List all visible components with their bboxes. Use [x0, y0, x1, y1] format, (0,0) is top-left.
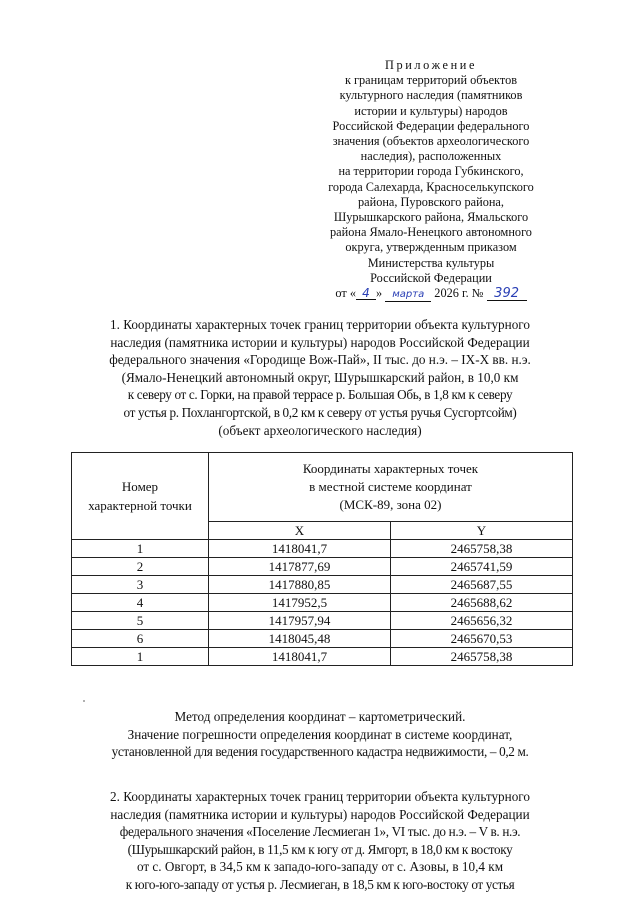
table-row	[72, 612, 573, 630]
appendix-line: значения (объектов археологического	[332, 134, 530, 149]
date-quote: »	[375, 286, 383, 301]
x-value: 1417952,5	[209, 594, 391, 612]
x-value: 1418041,7	[209, 648, 391, 666]
coordinates-table	[71, 452, 573, 666]
appendix-line: Российской Федерации	[370, 270, 492, 285]
point-number: 2	[72, 558, 209, 576]
y-value: 2465670,53	[391, 630, 573, 648]
appendix-block	[300, 58, 562, 302]
appendix-line: культурного наследия (памятников	[339, 88, 523, 103]
x-header: X	[209, 522, 391, 540]
y-value: 2465687,55	[391, 576, 573, 594]
handwritten-month: марта	[385, 289, 431, 302]
point-number: 4	[72, 594, 209, 612]
scan-speck	[83, 700, 85, 702]
x-value: 1418041,7	[209, 540, 391, 558]
heading-line: (объект археологического наследия)	[218, 422, 422, 438]
method-line: Метод определения координат – картометрический.	[174, 709, 466, 724]
y-value: 2465758,38	[391, 540, 573, 558]
point-number: 3	[72, 576, 209, 594]
appendix-line: наследия), расположенных	[360, 149, 502, 164]
heading-line: федерального значения «Поселение Лесмиеган 1», VI тыс. до н.э. – V в. н.э.	[119, 824, 521, 840]
header-line: характерной точки	[88, 498, 192, 513]
appendix-line: Министерства культуры	[367, 255, 495, 270]
heading-line: к северу от с. Горки, на правой террасе р. Большая Обь, в 1,8 км к северу	[127, 387, 513, 403]
heading-line: 2. Координаты характерных точек границ территории объекта культурного	[110, 789, 530, 804]
order-date-line	[300, 286, 562, 302]
appendix-line: города Салехарда, Красноселькупского	[328, 179, 534, 194]
heading-line: к юго-юго-западу от устья р. Лесмиеган, в 18,5 км к юго-востоку от устья	[125, 876, 515, 892]
date-prefix: от «	[335, 286, 356, 301]
point-number: 1	[72, 648, 209, 666]
appendix-line: района Ямало-Ненецкого автономного	[330, 225, 532, 240]
table-row	[72, 648, 573, 666]
handwritten-order-number: 392	[487, 288, 527, 301]
heading-line: наследия (памятника истории и культуры) народов Российской Федерации	[110, 806, 530, 822]
x-value: 1417877,69	[209, 558, 391, 576]
y-value: 2465741,59	[391, 558, 573, 576]
appendix-line: истории и культуры) народов	[354, 103, 508, 118]
x-value: 1417957,94	[209, 612, 391, 630]
table-row	[72, 594, 573, 612]
appendix-title: Приложение	[385, 58, 477, 72]
heading-line: наследия (памятника истории и культуры) народов Российской Федерации	[110, 334, 530, 350]
heading-line: (Ямало-Ненецкий автономный округ, Шурышкарский район, в 10,0 км	[121, 369, 519, 385]
header-line: (МСК-89, зона 02)	[339, 497, 442, 512]
header-line: в местной системе координат	[309, 479, 472, 494]
heading-line: 1. Координаты характерных точек границ территории объекта культурного	[110, 317, 530, 332]
section1-heading	[70, 316, 570, 439]
y-header: Y	[391, 522, 573, 540]
header-line: Координаты характерных точек	[302, 461, 479, 476]
table-row	[72, 630, 573, 648]
method-line: Значение погрешности определения координат в системе координат,	[127, 726, 513, 742]
x-value: 1417880,85	[209, 576, 391, 594]
point-number: 5	[72, 612, 209, 630]
appendix-line: на территории города Губкинского,	[338, 164, 524, 179]
heading-line: (Шурышкарский район, в 11,5 км к югу от д. Ямгорт, в 18,0 км к востоку	[127, 841, 513, 857]
appendix-line: Шурышкарского района, Ямальского	[333, 210, 529, 225]
coordinates-header	[209, 453, 573, 522]
method-line: установленной для ведения государственного кадастра недвижимости, – 0,2 м.	[111, 744, 529, 760]
y-value: 2465688,62	[391, 594, 573, 612]
appendix-line: округа, утвержденным приказом	[345, 240, 517, 255]
appendix-line: района, Пуровского района,	[358, 194, 504, 209]
header-line: Номер	[121, 479, 159, 494]
date-year: 2026 г. №	[434, 286, 484, 301]
appendix-line: к границам территорий объектов	[344, 73, 518, 88]
method-note	[70, 708, 570, 761]
point-number: 6	[72, 630, 209, 648]
point-number-header	[72, 453, 209, 540]
table-row	[72, 576, 573, 594]
heading-line: от устья р. Похлангортской, в 0,2 км к северу от устья ручья Сусгортсойм)	[123, 404, 517, 420]
appendix-line: Российской Федерации федерального	[332, 118, 530, 133]
x-value: 1418045,48	[209, 630, 391, 648]
y-value: 2465656,32	[391, 612, 573, 630]
heading-line: федерального значения «Городище Вож-Пай», II тыс. до н.э. – IX-X вв. н.э.	[109, 352, 531, 368]
y-value: 2465758,38	[391, 648, 573, 666]
table-row	[72, 540, 573, 558]
point-number: 1	[72, 540, 209, 558]
handwritten-day: 4	[356, 287, 376, 300]
table-row	[72, 558, 573, 576]
section2-heading	[70, 788, 570, 894]
heading-line: от с. Овгорт, в 34,5 км к западо-юго-западу от с. Азовы, в 10,4 км	[136, 859, 504, 875]
